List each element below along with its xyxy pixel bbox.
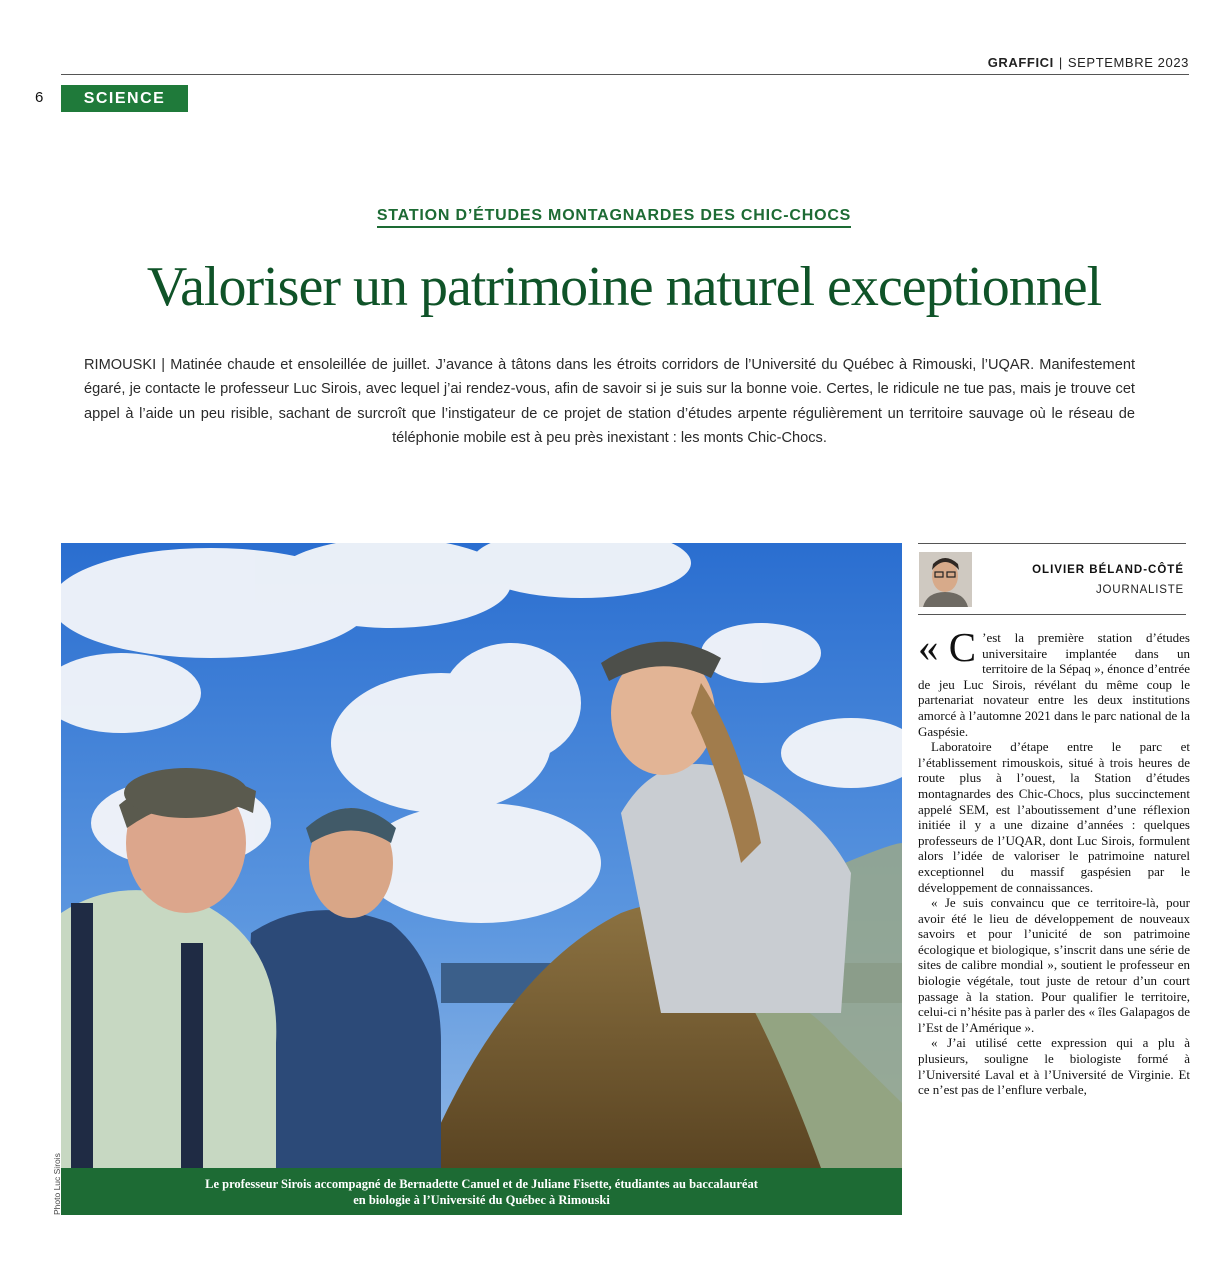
dropcap — [918, 624, 977, 670]
caption-line-1: Le professeur Sirois accompagné de Bernadette Canuel et de Juliane Fisette, étudiantes au baccalauréat — [205, 1177, 758, 1191]
body-paragraph-3: « Je suis convaincu que ce territoire-là, pour avoir été le lieu de développement de nouveaux savoirs et pour l’unicité de son patrimoine écologique et biologique, s’inscrit dans une série de sites de calibre mondial », soutient le professeur en biologie végétale, tout juste de retour d’un court passage à la station. Pour qualifier le territoire, celui-ci n’hésite pas à parler des « îles Galapagos de l’Est de l’Amérique ». — [918, 895, 1190, 1035]
lede-text: Matinée chaude et ensoleillée de juillet. J’avance à tâtons dans les étroits corridors de l’Université du Québec à Rimouski, l’UQAR. Manifestement égaré, je contacte le professeur Luc Sirois, avec lequel j’ai rendez-vous, afin de savoir si je suis sur la bonne voie. Certes, le ridicule ne tue pas, mais je trouve cet appel à l’aide un peu risible, sachant de surcroît que l’instigateur de ce projet de station d’études arpente régulièrement un territoire sauvage où le réseau de téléphonie mobile est à peu près inexistant : les monts Chic-Chocs. — [84, 357, 1135, 446]
issue-date: SEPTEMBRE 2023 — [1067, 55, 1189, 70]
article-lede — [84, 353, 1135, 450]
author-role: JOURNALISTE — [1095, 584, 1184, 596]
kicker-text: STATION D’ÉTUDES MONTAGNARDES DES CHIC-CHOCS — [377, 207, 851, 228]
header-rule — [61, 74, 1189, 75]
masthead-separator: | — [1058, 55, 1063, 70]
author-name: OLIVIER BÉLAND-CÔTÉ — [1032, 564, 1184, 576]
body-paragraph-1 — [918, 624, 1190, 739]
photo-credit: Photo Luc Sirois — [52, 1153, 62, 1215]
dropcap-letter: C — [948, 624, 977, 670]
publication-name: GRAFFICI — [987, 55, 1054, 70]
article-headline: Valoriser un patrimoine naturel exceptionnel — [146, 256, 1102, 318]
article-kicker — [0, 207, 1228, 225]
photo-caption — [61, 1168, 902, 1215]
photo-illustration — [61, 543, 902, 1168]
body-paragraph-2: Laboratoire d’étape entre le parc et l’établissement rimouskois, situé à trois heures de route plus à l’ouest, la Station d’études montagnardes des Chic-Chocs, plus succinctement appelé SEM, est l’aboutissement d’une réflexion initiée il y a une dizaine d’années : quelques professeurs de l’UQAR, dont Luc Sirois, formulent alors l’idée de valoriser le patrimoine naturel exceptionnel du massif gaspésien par le développement de connaissances. — [918, 739, 1190, 895]
section-label: SCIENCE — [61, 85, 188, 112]
page-number: 6 — [35, 89, 44, 106]
dateline: RIMOUSKI | — [84, 357, 166, 373]
article-photo — [61, 543, 902, 1168]
paragraph-text: ’est la première station d’études universitaire implantée dans un territoire de la Sépaq », énonce d’entrée de jeu Luc Sirois, révélant du même coup le partenariat novateur entre les deux institutions amorcé à l’automne 2021 dans le parc national de la Gaspésie. — [918, 630, 1190, 739]
dropcap-quote: « — [918, 624, 939, 670]
masthead — [988, 55, 1189, 70]
avatar — [919, 552, 972, 607]
body-paragraph-4: « J’ai utilisé cette expression qui a plu à plusieurs, souligne le biologiste formé à l’Université Laval et à l’Université de Virginie. Et ce n’est pas de l’enflure verbale, — [918, 1035, 1190, 1098]
author-byline — [918, 543, 1186, 615]
caption-line-2: en biologie à l’Université du Québec à Rimouski — [353, 1193, 610, 1207]
article-body — [918, 624, 1190, 1098]
author-portrait-icon — [919, 552, 972, 607]
